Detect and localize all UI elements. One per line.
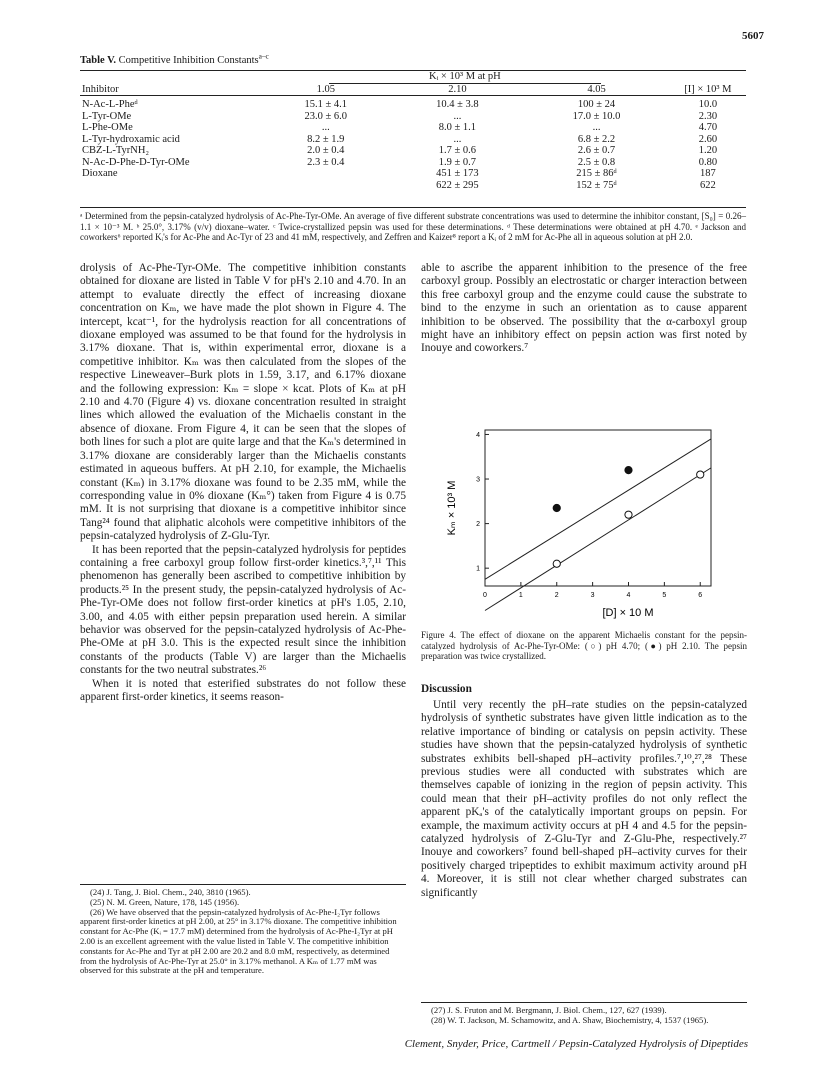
data-point-open bbox=[697, 471, 704, 478]
figure-4 bbox=[421, 418, 747, 623]
series-line-filled bbox=[485, 439, 711, 579]
series-line-open bbox=[485, 468, 711, 611]
header-ph-2: 2.10 bbox=[448, 83, 467, 95]
table-caption-sup: a–c bbox=[258, 51, 269, 61]
discussion-body bbox=[421, 699, 747, 900]
y-tick-label: 3 bbox=[476, 476, 480, 484]
y-tick-label: 2 bbox=[476, 521, 480, 529]
table-caption bbox=[80, 51, 269, 66]
right-column-top: able to ascribe the apparent inhibition to the presence of the free carboxyl group. Possibly an electrostatic or charger interaction between this free carboxyl group and the enzyme could cause the substrate to bind to the enzyme in such an orientation as to cause apparent inhibition to be observed. The possibility that the α-carboxyl group might have an inhibitory effect on pepsin action was first noted by Inouye and coworkers.⁷ bbox=[421, 262, 747, 355]
footnote: (26) We have observed that the pepsin-catalyzed hydrolysis of Ac-Phe-I₂Tyr follows apparent first-order kinetics at pH 2.00, at 25° in 3.17% dioxane. The competitive inhibition constant for Ac-Phe (Kᵢ = 17.7 mM) determined from the hydrolysis of Ac-Phe-I₂Tyr at pH 2.00 is an excellent agreement with the value listed in Table V. The competitive inhibition constants for Ac-Phe and Tyr at pH 2.00 are 20.2 and 8.0 mM, respectively, as determined from the hydrolysis of Ac-Phe-Tyr at 25.0° in 3.17% methanol. A Kₘ of 1.77 mM was observed for this substrate at the pH and temperature. bbox=[80, 906, 397, 976]
data-point-open bbox=[625, 511, 632, 518]
plot-frame bbox=[485, 430, 711, 586]
inhibition-table bbox=[80, 70, 746, 191]
figure-4-chart bbox=[421, 418, 747, 623]
x-tick-label: 0 bbox=[483, 592, 487, 599]
table-row: L-Tyr-hydroxamic acid 8.2 ± 1.9 ... 6.8 ± 2.2 2.60 bbox=[82, 133, 718, 145]
y-tick-label: 4 bbox=[476, 431, 480, 439]
page-number: 5607 bbox=[742, 30, 764, 42]
footnote: (27) J. S. Fruton and M. Bergmann, J. Biol. Chem., 127, 627 (1939). bbox=[431, 1005, 667, 1015]
paragraph: Until very recently the pH–rate studies on the pepsin-catalyzed hydrolysis of synthetic substrates have given little indication as to the relative importance of binding or catalysis on pepsin activity. These studies have shown that the pepsin-catalyzed hydrolysis of synthetic substrates exhibits bell-shaped pH–activity profiles.⁷,¹⁰,²⁷,²⁸ These previous studies were all conducted with substrates which are themselves capable of ionizing in the region of pepsin activity. This could mean that their pH–activity profiles do not only reflect the apparent pKₐ's of the catalytically important groups on pepsin. For example, the maximum activity occurs at pH 4 and 4.5 for the pepsin-catalyzed hydrolysis of Z-Glu-Tyr and Z-Glu-Phe, respectively.²⁷ Inouye and coworkers⁷ found bell-shaped pH–activity curves for their positively charged tripeptides to exhibit maximum activity around pH 4. Moreover, it is still not clear whether charged substrates can significantly bbox=[421, 699, 747, 899]
table-footnote: ᵃ Determined from the pepsin-catalyzed hydrolysis of Ac-Phe-Tyr-OMe. An average of five different substrate concentrations was used to determine the inhibitor constant, [S₀] = 0.26–1.1 × 10⁻³ M. ᵇ 25.0°, 3.17% (v/v) dioxane–water. ᶜ Twice-crystallized pepsin was used for these determinations. ᵈ These determinations were obtained at pH 4.70. ᵉ Jackson and coworkers⁶ reported Kᵢ's for Ac-Phe and Ac-Tyr of 23 and 41 mM, respectively, and Zeffren and Kaizer⁸ report a Kᵢ of 2 mM for Ac-Phe all in aqueous solution at pH 2.0. bbox=[80, 207, 746, 243]
table-row: Dioxane 451 ± 173 215 ± 86ᵈ 187 bbox=[82, 168, 716, 179]
x-axis-label: [D] × 10 M bbox=[602, 607, 654, 619]
table-row: N-Ac-L-Pheᵈ 15.1 ± 4.1 10.4 ± 3.8 100 ± 24 10.0 bbox=[82, 99, 718, 110]
table-row: N-Ac-D-Phe-D-Tyr-OMe 2.3 ± 0.4 1.9 ± 0.7 2.5 ± 0.8 0.80 bbox=[82, 156, 718, 168]
header-ki: Kᵢ × 10³ M at pH bbox=[260, 71, 670, 84]
x-tick-label: 3 bbox=[590, 592, 595, 599]
header-inhibitor: Inhibitor bbox=[82, 83, 119, 95]
data-point-filled bbox=[553, 504, 560, 511]
x-tick-label: 1 bbox=[518, 592, 523, 599]
header-ph-3: 4.05 bbox=[587, 83, 606, 95]
paragraph: When it is noted that esterified substrates do not follow these apparent first-order kinetics, it seems reason- bbox=[80, 677, 406, 703]
table-caption-text: Competitive Inhibition Constants bbox=[118, 55, 259, 66]
x-tick-label: 6 bbox=[698, 592, 703, 599]
table-row: CBZ-L-TyrNH₂ 2.0 ± 0.4 1.7 ± 0.6 2.6 ± 0.7 1.20 bbox=[82, 145, 718, 156]
table-row: L-Tyr-OMe 23.0 ± 6.0 ... 17.0 ± 10.0 2.30 bbox=[82, 110, 718, 122]
paragraph: drolysis of Ac-Phe-Tyr-OMe. The competitive inhibition constants obtained for dioxane are listed in Table V for pH's 2.10 and 4.70. In an attempt to evaluate directly the effect of increasing dioxane concentration on Kₘ, we have made the plot shown in Figure 4. The intercept, kcat⁻¹, for the hydrolysis reaction for all concentrations of dioxane employed was assumed to be that found for the hydrolysis in 3.17% dioxane. That is, within experimental error, dioxane is a competitive inhibitor. Kₘ was then calculated from the slopes of the respective Lineweaver–Burk plots in 1.59, 3.17, and 6.17% dioxane and the following expression: Kₘ = slope × kcat. Plots of Kₘ at pH 2.10 and 4.70 (Figure 4) vs. dioxane concentration resulted in straight lines which allowed the evaluation of the Michaelis constant in the absence of dioxane. From Figure 4, it can be seen that the slopes of both lines for such a plot are quite large and that the Kₘ's determined in 3.17% dioxane are considerably larger than the Michaelis constants estimated in aqueous buffers. At pH 2.10, for example, the Michaelis constant (Kₘ) in 3.17% dioxane was found to be 2.35 mM, while the corresponding value in 0% dioxane (Kₘ°) taken from Figure 4 is 0.75 mM. It is not surprising that dioxane is a competitive inhibitor since Tang²⁴ found that aliphatic alcohols were competitive inhibitors of the pepsin-catalyzed hydrolysis of Z-Glu-Tyr. bbox=[80, 262, 406, 543]
table-row: L-Phe-OMe ... 8.0 ± 1.1 ... 4.70 bbox=[82, 122, 718, 133]
footnote: (25) N. M. Green, Nature, 178, 145 (1956). bbox=[90, 896, 240, 907]
x-tick-label: 4 bbox=[626, 592, 631, 599]
y-tick-label: 1 bbox=[476, 565, 480, 573]
paragraph: It has been reported that the pepsin-catalyzed hydrolysis for peptides containing a free carboxyl group follow first-order kinetics.³,⁷,¹¹ This phenomenon has generally been ascribed to competitive inhibition by products.²⁵ In the present study, the pepsin-catalyzed hydrolysis of Ac-Phe-Tyr-OMe does not follow first-order kinetics at pH's 1.05, 2.10, 3.00, and 4.05 with either pepsin preparation used herein. A similar behavior was observed for the pepsin-catalyzed hydrolysis of Ac-Phe-Phe-OMe at pH 3.0. This is the expected result since the inhibition constants of the products (Table V) are larger than the Michaelis constants for the two neutral substrates.²⁶ bbox=[80, 543, 406, 677]
running-footer: Clement, Snyder, Price, Cartmell / Pepsin-Catalyzed Hydrolysis of Dipeptides bbox=[404, 1038, 748, 1050]
data-point-open bbox=[553, 560, 560, 567]
footnote: (28) W. T. Jackson, M. Schamowitz, and A. Shaw, Biochemistry, 4, 1537 (1965). bbox=[431, 1014, 709, 1025]
left-column-body bbox=[80, 262, 406, 704]
figure-caption: Figure 4. The effect of dioxane on the apparent Michaelis constant for the pepsin-catalyzed hydrolysis of Ac-Phe-Tyr-OMe: (○) pH 4.70; (●) pH 2.10. The pepsin preparation was twice crystallized. bbox=[421, 630, 747, 661]
header-ph-1: 1.05 bbox=[316, 83, 335, 95]
table-caption-label: Table V. bbox=[80, 55, 116, 66]
header-concentration: [I] × 10³ M bbox=[684, 83, 732, 95]
y-axis-label: Kₘ × 10³ M bbox=[446, 480, 458, 536]
left-footnotes bbox=[80, 884, 406, 976]
footnote: (24) J. Tang, J. Biol. Chem., 240, 3810 (1965). bbox=[90, 887, 251, 897]
data-point-filled bbox=[625, 467, 632, 474]
table-row: 622 ± 295 152 ± 75ᵈ 622 bbox=[436, 179, 716, 191]
x-tick-label: 2 bbox=[554, 592, 559, 599]
section-heading-discussion: Discussion bbox=[421, 683, 472, 695]
x-tick-label: 5 bbox=[662, 592, 667, 599]
right-footnotes bbox=[421, 1002, 747, 1026]
